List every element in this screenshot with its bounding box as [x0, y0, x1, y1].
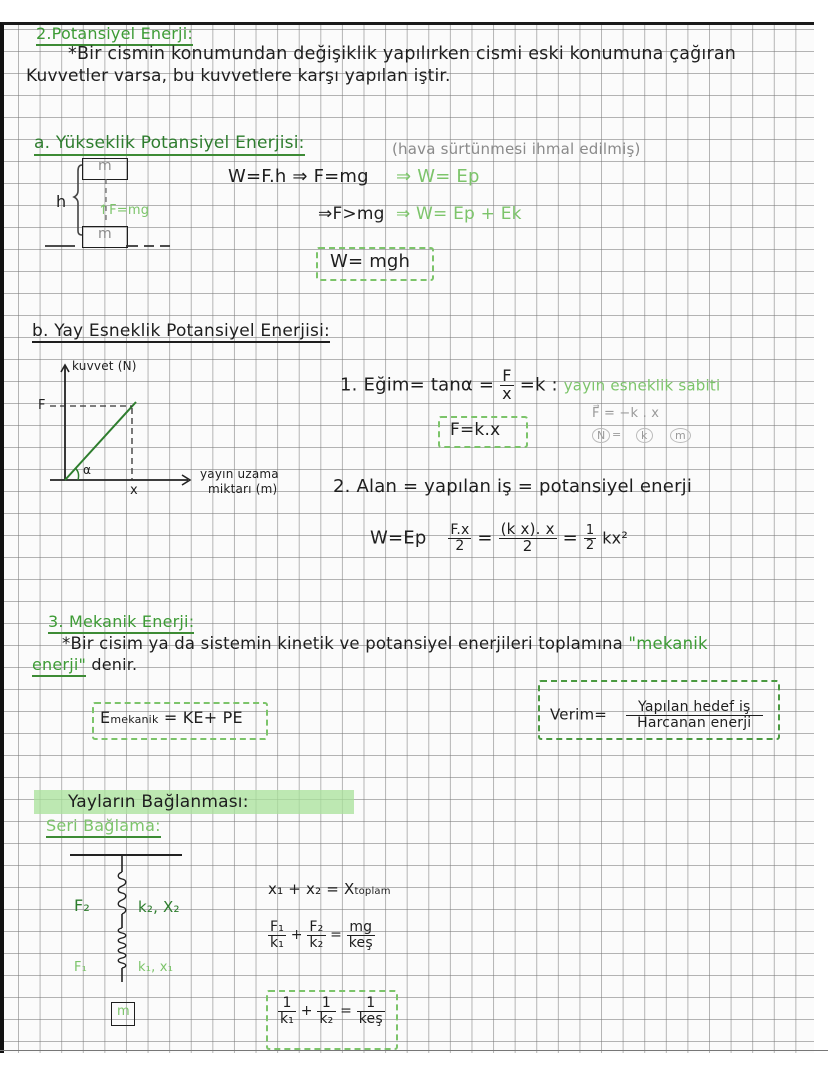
unit-meter: m: [670, 428, 691, 443]
graph-y-axis-label: kuvvet (N): [72, 359, 137, 373]
work-result-1: ⇒ W= Ep: [396, 166, 480, 187]
def-line2-quote: enerji": [32, 655, 86, 677]
eq3-n3: 1: [357, 996, 385, 1012]
work-equation-2: ⇒F>mg: [318, 204, 385, 224]
k1-x1-label: k₁, x₁: [138, 960, 174, 975]
mechanical-def-line-1: [62, 634, 708, 653]
frac2-num: (k x). x: [500, 520, 555, 538]
boxed-equation-mgh: W= mgh: [330, 251, 411, 272]
emech-rhs: = KE+ PE: [163, 708, 243, 727]
unit-equals: =: [612, 428, 622, 441]
slope-suffix: =k :: [519, 374, 558, 396]
definition-line-2: Kuvvetler varsa, bu kuvvetlere karşı yapılan iştir.: [26, 66, 451, 86]
slope-fraction: [500, 368, 514, 403]
eq3-d3: keş: [358, 1010, 383, 1027]
spring-svg: [60, 850, 210, 1030]
graph-f-tick: F: [38, 398, 46, 413]
work-result-2: ⇒ W= Ep + Ek: [396, 204, 522, 224]
def-line2-tail: denir.: [91, 655, 138, 674]
f2-label: F₂: [74, 896, 91, 915]
area-work-statement: 2. Alan = yapılan iş = potansiyel enerji: [333, 476, 693, 497]
series-extension-equation: [268, 880, 391, 898]
series-force-equation: $\frac{\text{F₁}}{\text{k₁}}$ + $\frac{\text{F₂}}{\text{k₂}}$ = $\frac{mg}{\text{keş}}$: [270, 919, 373, 951]
frac1-num: F.x: [450, 522, 470, 539]
height-bracket-and-ground: [40, 155, 180, 255]
eq2-f1: F₁: [268, 920, 286, 936]
eq2-f2: F₂: [307, 920, 325, 936]
unit-newton: N: [592, 428, 610, 443]
mechanical-def-line-2: [32, 655, 137, 674]
efficiency-den: Harcanan enerji: [637, 714, 752, 731]
eq3-n2: 1: [317, 996, 335, 1012]
definition-line-1: *Bir cismin konumundan değişiklik yapılırken cismi eski konumuna çağıran: [68, 44, 737, 64]
eq1-text: x₁ + x₂ = X: [268, 880, 355, 898]
f1-label: F₁: [74, 960, 88, 975]
frac3-den: 2: [585, 537, 595, 553]
spring-energy-equation: W=Ep $\frac{F.x}{2}$ = $\frac{\text{(k x). x}}{2}$ = $\frac{1}{2}$ kx²: [370, 520, 628, 555]
one-over-keq: [357, 996, 385, 1026]
mass-label-top: m: [98, 158, 112, 174]
section-title-potential-energy: 2.Potansiyel Enerji:: [36, 24, 193, 46]
def-line1-quote: "mekanik: [628, 634, 708, 653]
graph-x-axis-label-1: yayın uzama: [200, 467, 279, 481]
k2-x2-label: k₂, X₂: [138, 898, 180, 916]
efficiency-fraction: [626, 700, 763, 730]
unit-k: k: [636, 428, 653, 443]
f1-over-k1: [268, 920, 286, 950]
eq-lhs: W=Ep: [370, 527, 427, 549]
mechanical-energy-equation: [100, 708, 243, 727]
eq3-d1: k₁: [280, 1010, 295, 1027]
section-title-height-potential: a. Yükseklik Potansiyel Enerjisi:: [34, 133, 305, 156]
eq-tail: kx²: [602, 528, 628, 548]
series-connection-title: Seri Bağlama:: [46, 816, 161, 838]
efficiency-equation: [550, 700, 763, 730]
pencil-hooke-vector: F⃗ = −k . x: [592, 406, 660, 421]
frac-half: [584, 524, 596, 552]
eq1-sub: toplam: [354, 886, 391, 897]
graph-x-axis-label-2: miktarı (m): [208, 482, 278, 496]
f2-over-k2: [307, 920, 325, 950]
mass-label-bottom: m: [98, 226, 112, 242]
eq2-k2: k₂: [309, 934, 324, 951]
emech-e: E: [100, 708, 111, 727]
efficiency-label: Verim=: [550, 705, 608, 724]
graph-angle-label: α: [83, 463, 92, 477]
section-title-mechanical-energy: 3. Mekanik Enerji:: [48, 612, 194, 634]
graph-x-tick: x: [130, 483, 138, 498]
hooke-law: F=k.x: [450, 420, 501, 440]
one-over-k2: [317, 996, 335, 1026]
eq2-k1: k₁: [270, 934, 285, 951]
work-equation-1: W=F.h ⇒ F=mg: [228, 166, 369, 187]
frac2-den: 2: [522, 536, 533, 555]
section-title-spring-potential: b. Yay Esneklik Potansiyel Enerjisi:: [32, 321, 330, 341]
air-resistance-note: (hava sürtünmesi ihmal edilmiş): [392, 140, 641, 158]
frac-kxx-2: [499, 522, 557, 555]
slope-prefix: 1. Eğim= tanα =: [340, 374, 495, 396]
eq3-n1: 1: [278, 996, 296, 1012]
efficiency-num: Yapılan hedef iş: [626, 700, 763, 716]
eq2-rnum: mg: [347, 920, 375, 936]
eq3-d2: k₂: [319, 1010, 334, 1027]
spring-constant-note: yayın esneklik sabiti: [563, 376, 721, 395]
frac3-num: 1: [585, 523, 595, 539]
height-label: h: [56, 192, 67, 211]
eq2-rden: keş: [348, 934, 373, 951]
slope-equation: [340, 368, 720, 403]
force-label: ↑F=mg: [98, 203, 150, 218]
slope-denominator: x: [502, 383, 512, 403]
hanging-mass-label: m: [117, 1004, 130, 1019]
mg-over-keq: [347, 920, 375, 950]
emech-sub: mekanik: [110, 713, 159, 726]
equivalent-constant-equation: $\frac{1}{\text{k₁}}$ + $\frac{1}{\text{k₂}}$ = $\frac{1}{\text{keş}}$: [280, 995, 383, 1027]
def-line1-text: *Bir cisim ya da sistemin kinetik ve potansiyel enerjileri toplamına: [62, 634, 623, 653]
frac-fx-2: [448, 523, 471, 553]
frac1-den: 2: [455, 537, 465, 554]
springs-title: Yayların Bağlanması:: [68, 792, 249, 812]
graph-axes: [40, 360, 320, 520]
slope-numerator: F: [500, 368, 514, 386]
one-over-k1: [278, 996, 296, 1026]
page-bottom-edge: [0, 1050, 828, 1051]
